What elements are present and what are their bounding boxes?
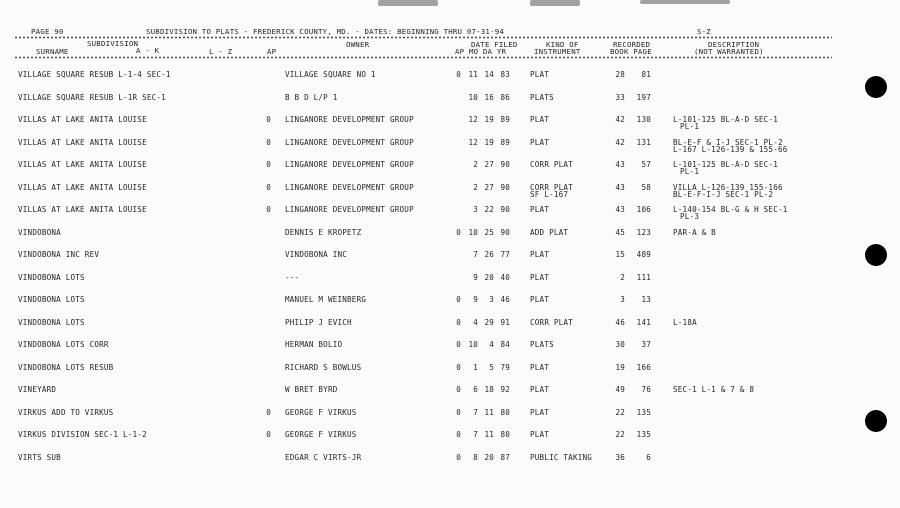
col-ap: AP bbox=[267, 47, 277, 56]
book-number: 46 bbox=[615, 317, 625, 327]
book-number: 45 bbox=[615, 227, 625, 237]
ap-flag-left: 0 bbox=[266, 115, 271, 124]
page-number-ref: 197 bbox=[636, 92, 651, 102]
date-month: 3 bbox=[473, 205, 478, 214]
col-description: DESCRIPTION bbox=[708, 40, 760, 49]
page-number-ref: 166 bbox=[636, 362, 651, 372]
ap-flag-left: 0 bbox=[266, 182, 271, 192]
col-surname: SURNAME bbox=[36, 47, 69, 56]
date-day: 4 bbox=[489, 340, 494, 349]
book-number: 49 bbox=[615, 385, 625, 394]
date-year: 89 bbox=[500, 115, 510, 124]
date-day: 18 bbox=[484, 385, 494, 394]
film-smudge bbox=[378, 0, 438, 6]
date-year: 77 bbox=[500, 250, 510, 259]
owner-name: LINGANORE DEVELOPMENT GROUP bbox=[285, 205, 414, 214]
ap-flag: 0 bbox=[456, 362, 461, 372]
subdivision-name: VILLAS AT LAKE ANITA LOUISE bbox=[18, 137, 147, 147]
date-month: 2 bbox=[473, 160, 478, 169]
description: L-140-154 BL-G & H SEC-1 bbox=[673, 205, 788, 214]
col-subdivision: SUBDIVISION bbox=[87, 39, 139, 48]
date-day: 20 bbox=[484, 452, 494, 462]
owner-name: RICHARD S BOWLUS bbox=[285, 362, 362, 372]
table-row bbox=[0, 453, 900, 467]
ap-flag: 0 bbox=[456, 385, 461, 394]
description: PAR-A & B bbox=[673, 227, 716, 237]
col-date-sub: AP MO DA YR bbox=[455, 47, 507, 56]
date-day: 19 bbox=[484, 115, 494, 124]
owner-name: MANUEL M WEINBERG bbox=[285, 295, 367, 304]
instrument-kind: PLATS bbox=[530, 92, 554, 102]
owner-name: VINDOBONA INC bbox=[285, 250, 348, 259]
page-number-ref: 106 bbox=[636, 205, 651, 214]
subdivision-name: VIRTS SUB bbox=[18, 452, 61, 462]
page-number-ref: 141 bbox=[636, 317, 651, 327]
subdivision-name: VINDOBONA LOTS RESUB bbox=[18, 362, 114, 372]
owner-name: LINGANORE DEVELOPMENT GROUP bbox=[285, 115, 414, 124]
owner-name: B B D L/P 1 bbox=[285, 92, 338, 102]
table-row bbox=[0, 250, 900, 264]
book-number: 19 bbox=[615, 362, 625, 372]
page-number-ref: 135 bbox=[636, 430, 651, 439]
ap-flag-left: 0 bbox=[266, 205, 271, 214]
film-smudge bbox=[640, 0, 730, 4]
date-month: 7 bbox=[473, 250, 478, 259]
col-not-warranted: (NOT WARRANTED) bbox=[694, 47, 764, 56]
date-month: 7 bbox=[473, 407, 478, 417]
date-day: 19 bbox=[484, 137, 494, 147]
book-number: 33 bbox=[615, 92, 625, 102]
date-year: 86 bbox=[500, 92, 510, 102]
book-number: 43 bbox=[615, 205, 625, 214]
table-row bbox=[0, 205, 900, 219]
date-day: 22 bbox=[484, 205, 494, 214]
description-line2: PL-1 bbox=[680, 122, 700, 131]
date-year: 46 bbox=[500, 295, 510, 304]
date-month: 10 bbox=[468, 340, 478, 349]
date-year: 90 bbox=[500, 160, 510, 169]
page-number-ref: 76 bbox=[641, 385, 651, 394]
owner-name: LINGANORE DEVELOPMENT GROUP bbox=[285, 160, 414, 169]
date-month: 4 bbox=[473, 317, 478, 327]
col-owner: OWNER bbox=[346, 40, 370, 49]
subdivision-name: VILLAGE SQUARE RESUB L-1-4 SEC-1 bbox=[18, 70, 171, 79]
instrument-kind: PLAT bbox=[530, 137, 550, 147]
date-day: 27 bbox=[484, 182, 494, 192]
instrument-kind: PLAT bbox=[530, 272, 550, 282]
table-row bbox=[0, 430, 900, 444]
owner-name: GEORGE F VIRKUS bbox=[285, 430, 357, 439]
date-day: 20 bbox=[484, 272, 494, 282]
page-number-ref: 57 bbox=[641, 160, 651, 169]
date-day: 29 bbox=[484, 317, 494, 327]
subdivision-name: VILLAS AT LAKE ANITA LOUISE bbox=[18, 205, 147, 214]
subdivision-name: VINDOBONA bbox=[18, 227, 61, 237]
description: L-101-125 BL-A-D SEC-1 bbox=[673, 160, 778, 169]
page-number-ref: 58 bbox=[641, 182, 651, 192]
ap-flag-left: 0 bbox=[266, 137, 271, 147]
date-day: 11 bbox=[484, 407, 494, 417]
date-day: 11 bbox=[484, 430, 494, 439]
description-line2: L-167 L-126-139 & 155-66 bbox=[673, 144, 788, 154]
date-year: 80 bbox=[500, 407, 510, 417]
instrument-kind: PLAT bbox=[530, 385, 550, 394]
ap-flag: 0 bbox=[456, 430, 461, 439]
date-day: 16 bbox=[484, 92, 494, 102]
instrument-kind: PLAT bbox=[530, 250, 550, 259]
instrument-kind: PLAT bbox=[530, 295, 550, 304]
ap-flag: 0 bbox=[456, 295, 461, 304]
star-rule-bottom bbox=[14, 56, 832, 59]
owner-name: DENNIS E KROPETZ bbox=[285, 227, 362, 237]
page-number-ref: 81 bbox=[641, 70, 651, 79]
owner-name: --- bbox=[285, 272, 300, 282]
description-line2: PL-3 bbox=[680, 212, 700, 221]
table-row bbox=[0, 160, 900, 174]
table-row bbox=[0, 295, 900, 309]
page-number-ref: 135 bbox=[636, 407, 651, 417]
date-year: 40 bbox=[500, 272, 510, 282]
owner-name: W BRET BYRD bbox=[285, 385, 338, 394]
owner-name: LINGANORE DEVELOPMENT GROUP bbox=[285, 182, 414, 192]
book-number: 36 bbox=[615, 452, 625, 462]
book-number: 2 bbox=[620, 272, 625, 282]
date-day: 27 bbox=[484, 160, 494, 169]
table-row bbox=[0, 340, 900, 354]
subdivision-name: VINDOBONA INC REV bbox=[18, 250, 100, 259]
instrument-kind: ADD PLAT bbox=[530, 227, 569, 237]
date-month: 1 bbox=[473, 362, 478, 372]
page-number-ref: 13 bbox=[641, 295, 651, 304]
book-number: 22 bbox=[615, 430, 625, 439]
page-number-ref: 489 bbox=[636, 250, 651, 259]
date-day: 14 bbox=[484, 70, 494, 79]
table-row bbox=[0, 93, 900, 107]
date-year: 91 bbox=[500, 317, 510, 327]
owner-name: HERMAN BOLIO bbox=[285, 340, 343, 349]
col-book-page: BOOK PAGE bbox=[610, 47, 652, 56]
date-month: 9 bbox=[473, 272, 478, 282]
subdivision-name: VINDOBONA LOTS bbox=[18, 295, 85, 304]
table-row bbox=[0, 138, 900, 152]
subdivision-name: VILLAS AT LAKE ANITA LOUISE bbox=[18, 160, 147, 169]
date-month: 7 bbox=[473, 430, 478, 439]
owner-name: LINGANORE DEVELOPMENT GROUP bbox=[285, 137, 414, 147]
book-number: 3 bbox=[620, 295, 625, 304]
book-number: 43 bbox=[615, 182, 625, 192]
date-month: 10 bbox=[468, 227, 478, 237]
instrument-kind: CORR PLAT bbox=[530, 317, 573, 327]
ap-flag-left: 0 bbox=[266, 430, 271, 439]
instrument-kind: PLAT bbox=[530, 362, 550, 372]
subdivision-name: VIRKUS DIVISION SEC-1 L-1-2 bbox=[18, 430, 147, 439]
description: BL-E-F & I-J SEC-1 PL-2 bbox=[673, 137, 783, 147]
page-number-ref: 37 bbox=[641, 340, 651, 349]
description: VILLA L-126-139 155-166 bbox=[673, 182, 783, 192]
subdivision-name: VILLAGE SQUARE RESUB L-1R SEC-1 bbox=[18, 92, 166, 102]
subdivision-name: VINDOBONA LOTS CORR bbox=[18, 340, 109, 349]
date-year: 89 bbox=[500, 137, 510, 147]
ap-flag: 0 bbox=[456, 70, 461, 79]
book-number: 30 bbox=[615, 340, 625, 349]
ap-flag: 0 bbox=[456, 227, 461, 237]
book-number: 28 bbox=[615, 70, 625, 79]
description-line2: PL-1 bbox=[680, 167, 700, 176]
date-month: 12 bbox=[468, 115, 478, 124]
date-month: 10 bbox=[468, 92, 478, 102]
date-month: 6 bbox=[473, 385, 478, 394]
date-year: 90 bbox=[500, 182, 510, 192]
punch-hole bbox=[865, 76, 887, 98]
book-number: 43 bbox=[615, 160, 625, 169]
date-month: 9 bbox=[473, 295, 478, 304]
section-code: S-Z bbox=[697, 27, 711, 36]
description-line2: BL-E-F-I-J SEC-1 PL-2 bbox=[673, 189, 774, 199]
instrument-kind: CORR PLAT bbox=[530, 182, 573, 192]
table-row bbox=[0, 70, 900, 84]
table-row bbox=[0, 408, 900, 422]
subdivision-name: VIRKUS ADD TO VIRKUS bbox=[18, 407, 114, 417]
instrument-kind: PLAT bbox=[530, 205, 550, 214]
col-recorded: RECORDED bbox=[613, 40, 651, 49]
col-kind-of: KIND OF bbox=[546, 40, 579, 49]
date-day: 26 bbox=[484, 250, 494, 259]
date-year: 79 bbox=[500, 362, 510, 372]
table-row bbox=[0, 363, 900, 377]
subdivision-name: VINEYARD bbox=[18, 385, 57, 394]
table-row bbox=[0, 385, 900, 399]
punch-hole bbox=[865, 410, 887, 432]
ap-flag: 0 bbox=[456, 340, 461, 349]
owner-name: PHILIP J EVICH bbox=[285, 317, 352, 327]
page-number-ref: 111 bbox=[636, 272, 651, 282]
subdivision-name: VINDOBONA LOTS bbox=[18, 317, 85, 327]
owner-name: EDGAR C VIRTS-JR bbox=[285, 452, 362, 462]
description: SEC-1 L-1 & 7 & 8 bbox=[673, 385, 755, 394]
col-instrument: INSTRUMENT bbox=[534, 47, 581, 56]
page-number-ref: 130 bbox=[636, 115, 651, 124]
ap-flag: 0 bbox=[456, 407, 461, 417]
col-date-filed: DATE FILED bbox=[471, 40, 518, 49]
col-l-z: L - Z bbox=[209, 47, 233, 56]
date-year: 92 bbox=[500, 385, 510, 394]
date-year: 83 bbox=[500, 70, 510, 79]
owner-name: GEORGE F VIRKUS bbox=[285, 407, 357, 417]
date-day: 5 bbox=[489, 362, 494, 372]
book-number: 22 bbox=[615, 407, 625, 417]
table-row bbox=[0, 318, 900, 332]
ap-flag: 0 bbox=[456, 317, 461, 327]
date-day: 25 bbox=[484, 227, 494, 237]
table-row bbox=[0, 183, 900, 197]
instrument-kind: CORR PLAT bbox=[530, 160, 573, 169]
description: L-18A bbox=[673, 317, 697, 327]
date-month: 2 bbox=[473, 182, 478, 192]
date-year: 84 bbox=[500, 340, 510, 349]
page-number-ref: 131 bbox=[636, 137, 651, 147]
film-smudge bbox=[530, 0, 580, 6]
date-month: 12 bbox=[468, 137, 478, 147]
table-row bbox=[0, 228, 900, 242]
subdivision-name: VILLAS AT LAKE ANITA LOUISE bbox=[18, 115, 147, 124]
page-title: SUBDIVISION TO PLATS - FREDERICK COUNTY, MD. - DATES: BEGINNING THRU 07-31-94 bbox=[146, 27, 505, 36]
instrument-kind: PLAT bbox=[530, 430, 550, 439]
ap-flag: 0 bbox=[456, 452, 461, 462]
instrument-kind-line2: SF L-167 bbox=[530, 189, 569, 199]
punch-hole bbox=[865, 244, 887, 266]
description: L-101-125 BL-A-D SEC-1 bbox=[673, 115, 778, 124]
page-number: PAGE 90 bbox=[31, 27, 64, 36]
instrument-kind: PUBLIC TAKING bbox=[530, 452, 593, 462]
table-row bbox=[0, 273, 900, 287]
ap-flag-left: 0 bbox=[266, 407, 271, 417]
instrument-kind: PLAT bbox=[530, 70, 550, 79]
date-year: 90 bbox=[500, 205, 510, 214]
subdivision-name: VINDOBONA LOTS bbox=[18, 272, 85, 282]
table-row bbox=[0, 115, 900, 129]
subdivision-name: VILLAS AT LAKE ANITA LOUISE bbox=[18, 182, 147, 192]
col-a-k: A - K bbox=[136, 46, 160, 55]
owner-name: VILLAGE SQUARE NO 1 bbox=[285, 70, 376, 79]
date-year: 87 bbox=[500, 452, 510, 462]
page-number-ref: 123 bbox=[636, 227, 651, 237]
book-number: 42 bbox=[615, 137, 625, 147]
date-day: 3 bbox=[489, 295, 494, 304]
book-number: 15 bbox=[615, 250, 625, 259]
date-month: 8 bbox=[473, 452, 478, 462]
date-year: 80 bbox=[500, 430, 510, 439]
page-number-ref: 6 bbox=[646, 452, 651, 462]
date-month: 11 bbox=[468, 70, 478, 79]
instrument-kind: PLATS bbox=[530, 340, 554, 349]
instrument-kind: PLAT bbox=[530, 115, 550, 124]
instrument-kind: PLAT bbox=[530, 407, 550, 417]
book-number: 42 bbox=[615, 115, 625, 124]
date-year: 90 bbox=[500, 227, 510, 237]
ap-flag-left: 0 bbox=[266, 160, 271, 169]
